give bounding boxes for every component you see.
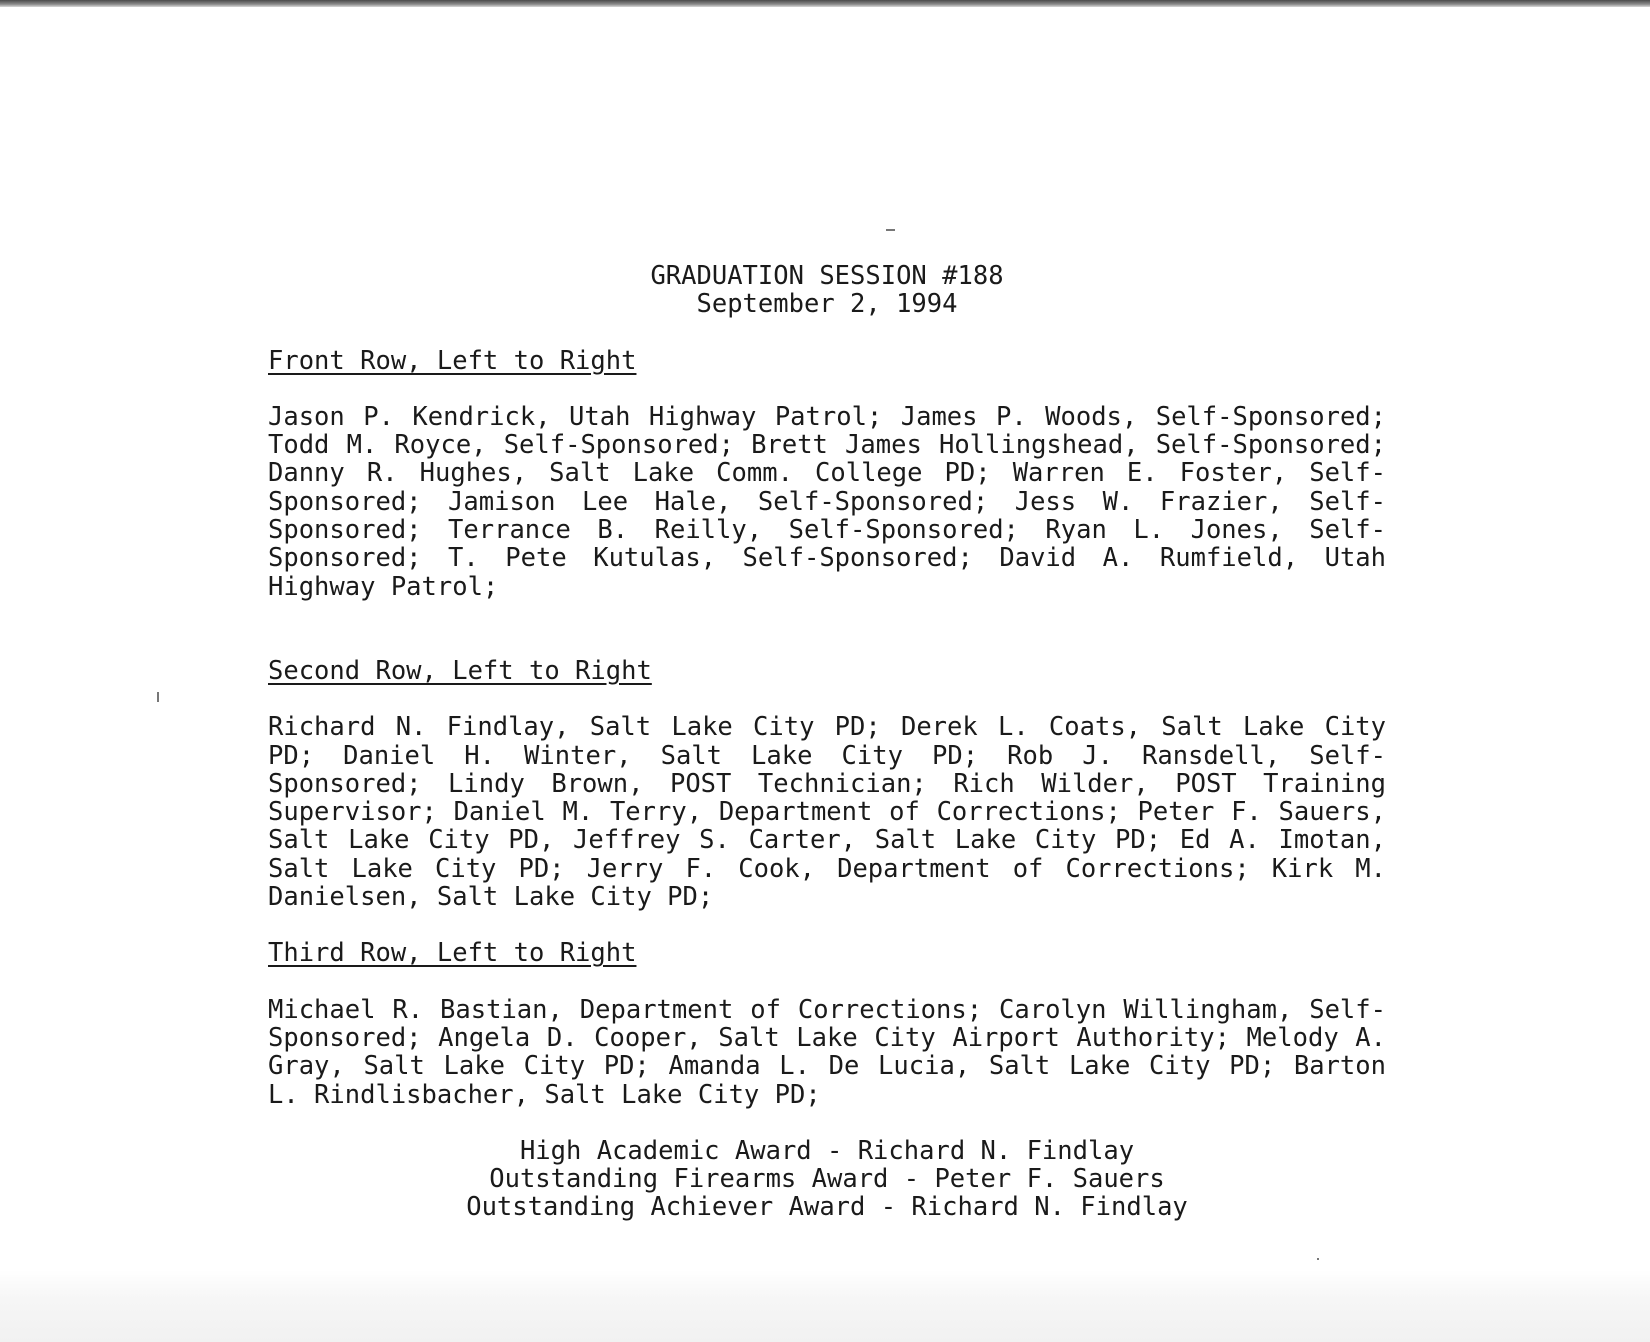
awards-list (268, 1137, 1386, 1222)
scan-top-edge (0, 0, 1650, 7)
front-row-names: Jason P. Kendrick, Utah Highway Patrol; James P. Woods, Self-Sponsored; Todd M. Royce, Self-Sponsored; Brett James Hollingshead, Self-Sponsored; Danny R. Hughes, Salt Lake Comm. College PD; Warren E. Foster, Self-Sponsored; Jamison Lee Hale, Self-Sponsored; Jess W. Frazier, Self-Sponsored; Terrance B. Reilly, Self-Sponsored; Ryan L. Jones, Self-Sponsored; T. Pete Kutulas, Self-Sponsored; David A. Rumfield, Utah Highway Patrol; (268, 401, 1386, 602)
document-date: September 2, 1994 (696, 289, 958, 320)
second-row-names: Richard N. Findlay, Salt Lake City PD; Derek L. Coats, Salt Lake City PD; Daniel H. Winter, Salt Lake City PD; Rob J. Ransdell, Self-Sponsored; Lindy Brown, POST Technician; Rich Wilder, POST Training Supervisor; Daniel M. Terry, Department of Corrections; Peter F. Sauers, Salt Lake City PD, Jeffrey S. Carter, Salt Lake City PD; Ed A. Imotan, Salt Lake City PD; Jerry F. Cook, Department of Corrections; Kirk M. Danielsen, Salt Lake City PD; (268, 712, 1386, 913)
award-high-academic: High Academic Award - Richard N. Findlay (519, 1135, 1135, 1166)
document-page (268, 262, 1386, 1222)
third-row-names: Michael R. Bastian, Department of Corrections; Carolyn Willingham, Self-Sponsored; Angela D. Cooper, Salt Lake City Airport Authority; Melody A. Gray, Salt Lake City PD; Amanda L. De Lucia, Salt Lake City PD; Barton L. Rindlisbacher, Salt Lake City PD; (268, 994, 1386, 1110)
document-title: GRADUATION SESSION #188 (650, 261, 1004, 291)
front-row-heading: Front Row, Left to Right (268, 345, 637, 376)
third-row-heading: Third Row, Left to Right (268, 938, 637, 969)
scan-speck (157, 692, 159, 702)
award-outstanding-firearms: Outstanding Firearms Award - Peter F. Sauers (489, 1164, 1165, 1195)
scan-bottom-shadow (0, 1270, 1650, 1342)
second-row-heading: Second Row, Left to Right (268, 655, 652, 686)
scan-speck (886, 229, 895, 231)
scan-speck (1317, 1258, 1319, 1260)
award-outstanding-achiever: Outstanding Achiever Award - Richard N. Findlay (466, 1192, 1188, 1223)
